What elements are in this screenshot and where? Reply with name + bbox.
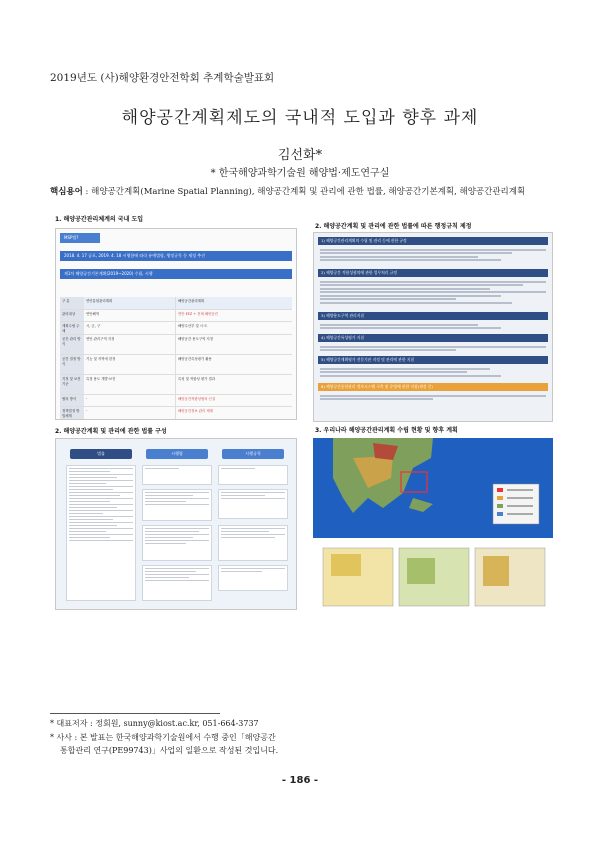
author-name: 김선화* bbox=[277, 148, 323, 163]
keywords bbox=[50, 185, 570, 197]
footnote-corresponding: * 대표저자 : 정회원, sunny@kiost.ac.kr, 051-664-3737 bbox=[50, 719, 259, 728]
legend-text bbox=[507, 489, 533, 491]
column-decree: 시행령 bbox=[146, 449, 208, 459]
table-row: 지정 및 보전 기준 특정 용도 개발·보전 특성 및 적합성 평가 결과 bbox=[60, 375, 292, 395]
section-heading: 3) 해양용도구역 관리지침 bbox=[318, 312, 548, 320]
table-row: 공간 결정 방식 기능 및 지역에 한정 해양공간특성평가 활용 bbox=[60, 355, 292, 375]
figure-1-bar-timeline: 2018. 4. 17 공포, 2019. 4. 18 시행함에 따라 유예법령, 행정규칙 등 제정 추진 bbox=[60, 251, 292, 261]
section-heading: 6) 해양공간통합관리 정보시스템 구축 및 운영에 관한 지침(제정 중) bbox=[318, 383, 548, 391]
figure-4-map bbox=[313, 438, 553, 610]
figure-4-caption: 3. 우리나라 해양공간관리계획 수립 현황 및 향후 계획 bbox=[315, 427, 458, 434]
section-heading: 2) 해양공간 적합성협의에 관한 업무처리 규정 bbox=[318, 269, 548, 277]
table-header: 구 분 연안통합관리계획 해양공간관리계획 bbox=[60, 297, 292, 310]
table-row: 관리대상 연안해역 연안 EEZ + 전체 해양공간 bbox=[60, 310, 292, 323]
section-body bbox=[320, 322, 546, 331]
section-body bbox=[320, 344, 546, 353]
korea-msp-map bbox=[313, 438, 553, 610]
figure-3-caption: 2. 해양공간계획 및 관리에 관한 법률 구성 bbox=[55, 428, 167, 435]
page-number: - 186 - bbox=[281, 775, 319, 786]
figure-3 bbox=[55, 438, 297, 610]
section-heading: 4) 해양공간특성평가 지침 bbox=[318, 334, 548, 342]
legend-swatch bbox=[497, 512, 503, 516]
decree-articles bbox=[142, 525, 212, 561]
footnote-acknowledgement: * 사사 : 본 발표는 한국해양과학기술원에서 수행 중인「해양공간 bbox=[50, 733, 276, 742]
column-rule: 시행규칙 bbox=[222, 449, 284, 459]
figure-1 bbox=[55, 228, 297, 420]
keywords-text: : 해양공간계획(Marine Spatial Planning), 해양공간계획 및 관리에 관한 법률, 해양공간기본계획, 해양공간관리계획 bbox=[82, 187, 526, 197]
decree-articles bbox=[142, 465, 212, 485]
zone-inset-1-area bbox=[331, 554, 361, 576]
section-body bbox=[320, 366, 546, 378]
legend-swatch bbox=[497, 504, 503, 508]
zone-inset-3-area bbox=[483, 556, 509, 586]
column-law: 법률 bbox=[70, 449, 132, 459]
decree-articles bbox=[142, 489, 212, 521]
conference-name: 2019년도 (사)해양환경안전학회 추계학술발표회 bbox=[50, 72, 275, 84]
legend-text bbox=[507, 497, 533, 499]
figure-2 bbox=[313, 232, 553, 422]
affiliation: * 한국해양과학기술원 해양법·제도연구실 bbox=[210, 168, 390, 179]
legend-swatch bbox=[497, 496, 503, 500]
rule-articles bbox=[218, 525, 288, 561]
section-body bbox=[320, 279, 546, 305]
footnote-acknowledgement-cont: 통합관리 연구(PE99743)」사업의 일환으로 작성된 것입니다. bbox=[60, 746, 279, 755]
table-row: 공간 관리 방식 연안 관리구역 지정 해양공간 용도구역 지정 bbox=[60, 335, 292, 355]
table-row: 정책결정 방법체계 - 해양공간정보 관리 체계 bbox=[60, 407, 292, 420]
figure-1-table bbox=[60, 297, 292, 418]
paper-title: 해양공간계획제도의 국내적 도입과 향후 과제 bbox=[121, 108, 479, 128]
section-body bbox=[320, 393, 546, 402]
section-heading: 5) 해양공간계획평가 전문기관 지정 및 관리에 관한 지침 bbox=[318, 356, 548, 364]
legend-text bbox=[507, 505, 533, 507]
section-body bbox=[320, 247, 546, 263]
section-heading: 1) 해양공간관리계획의 수립 및 관리 등에 관한 규정 bbox=[318, 237, 548, 245]
rule-articles bbox=[218, 489, 288, 519]
figure-1-caption: 1. 해양공간관리체계의 국내 도입 bbox=[55, 216, 144, 223]
figure-1-bar-plan: 제1차 해양공간기본계획(2019~2020) 수립, 시행 bbox=[60, 269, 292, 279]
figure-2-caption: 2. 해양공간계획 및 관리에 관한 법률에 따른 행정규칙 제정 bbox=[315, 223, 472, 230]
footnote-divider bbox=[50, 713, 220, 714]
law-articles bbox=[66, 465, 136, 601]
rule-articles bbox=[218, 565, 288, 591]
legend-swatch bbox=[497, 488, 503, 492]
table-row: 계획수립 주체 시, 군, 구 해양수산부 및 시·도 bbox=[60, 322, 292, 335]
table-row: 협의 방식 - 해양공간적합성협의 신설 bbox=[60, 395, 292, 408]
decree-articles bbox=[142, 565, 212, 601]
legend-text bbox=[507, 513, 533, 515]
keywords-label: 핵심용어 bbox=[50, 187, 83, 197]
rule-articles bbox=[218, 465, 288, 485]
zone-inset-2-area bbox=[407, 558, 435, 584]
figure-1-bar-msp: MSP법? bbox=[60, 233, 100, 243]
